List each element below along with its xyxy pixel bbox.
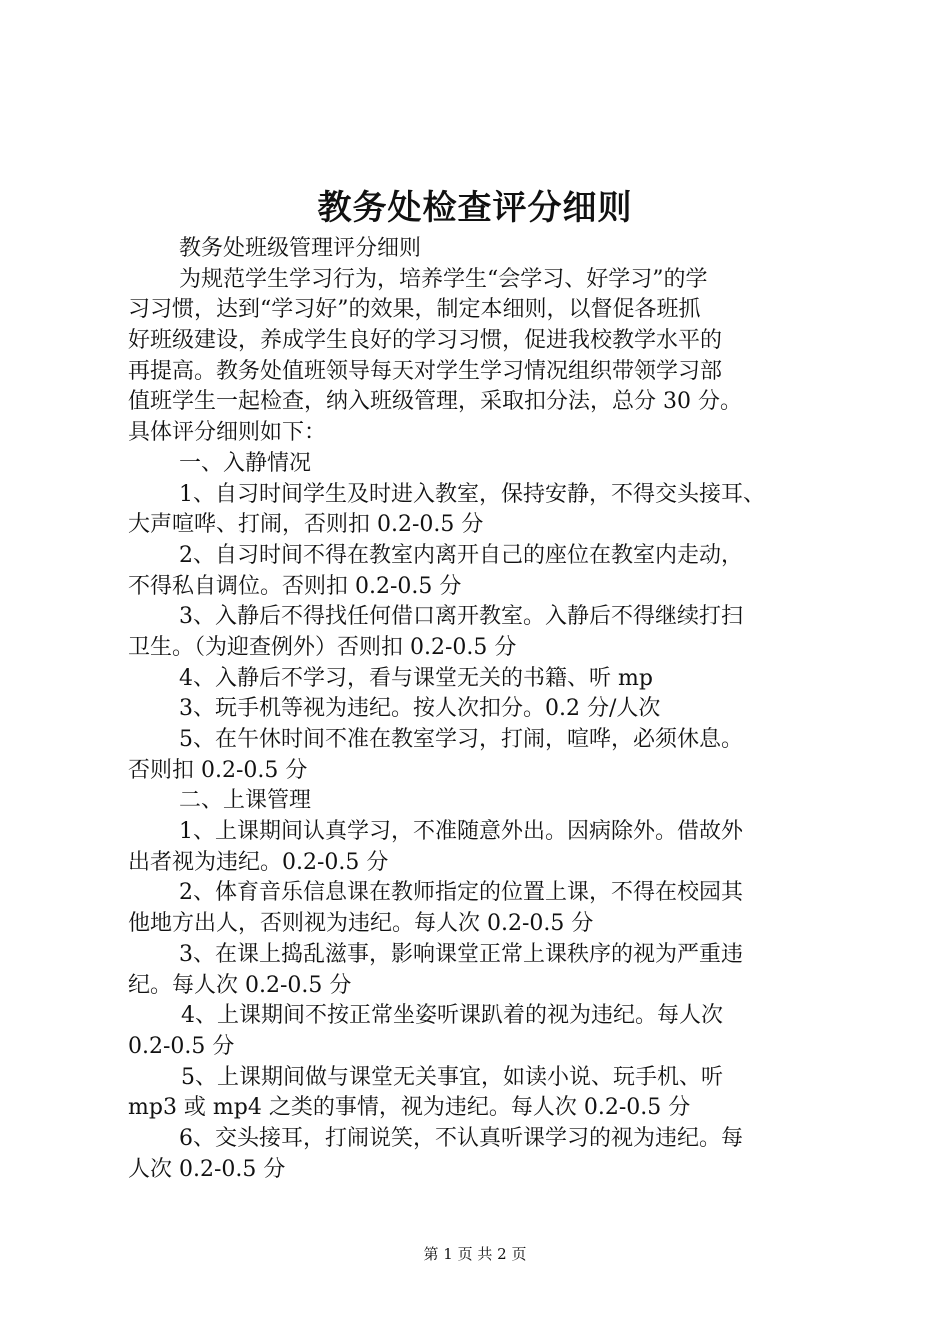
paragraph-line: 值班学生一起检查，纳入班级管理，采取扣分法，总分 30 分。 (128, 389, 742, 415)
paragraph-line: 教务处班级管理评分细则 (179, 236, 422, 261)
paragraph-line: 否则扣 0.2-0.5 分 (128, 757, 308, 783)
paragraph-line: mp3 或 mp4 之类的事情，视为违纪。每人次 0.2-0.5 分 (128, 1095, 691, 1121)
paragraph-line: 习习惯，达到“学习好”的效果，制定本细则，以督促各班抓 (128, 297, 701, 323)
paragraph-line: 具体评分细则如下： (128, 420, 327, 446)
document-body (128, 234, 848, 1185)
paragraph-line: 大声喧哗、打闹，否则扣 0.2-0.5 分 (128, 512, 484, 538)
paragraph-line: 6、交头接耳，打闹说笑，不认真听课学习的视为违纪。每 (179, 1125, 743, 1151)
paragraph-line: 2、自习时间不得在教室内离开自己的座位在教室内走动， (179, 542, 743, 568)
paragraph-line: 他地方出人，否则视为违纪。每人次 0.2-0.5 分 (128, 911, 594, 937)
paragraph-line: 再提高。教务处值班领导每天对学生学习情况组织带领学习部 (128, 358, 723, 384)
paragraph-line: 1、自习时间学生及时进入教室，保持安静，不得交头接耳、 (179, 481, 765, 507)
paragraph-line: 出者视为违纪。0.2-0.5 分 (128, 849, 389, 875)
paragraph-line: 纪。每人次 0.2-0.5 分 (128, 972, 352, 998)
paragraph-line: 卫生。（为迎查例外）否则扣 0.2-0.5 分 (128, 634, 517, 660)
paragraph-line: 3、在课上捣乱滋事，影响课堂正常上课秩序的视为严重违 (179, 941, 743, 967)
paragraph-line: 2、体育音乐信息课在教师指定的位置上课，不得在校园其 (179, 880, 743, 906)
section-heading: 二、上课管理 (179, 788, 312, 814)
paragraph-line: 5、在午休时间不准在教室学习，打闹，喧哗，必须休息。 (179, 727, 743, 752)
paragraph-line: 好班级建设，养成学生良好的学习习惯，促进我校教学水平的 (128, 328, 723, 354)
section-heading: 一、入静情况 (179, 450, 312, 476)
paragraph-line: 0.2-0.5 分 (128, 1033, 235, 1059)
paragraph-line: 3、入静后不得找任何借口离开教室。入静后不得继续打扫 (179, 604, 743, 630)
paragraph-line: 1、上课期间认真学习，不准随意外出。因病除外。借故外 (179, 819, 743, 845)
paragraph-line: 4、入静后不学习，看与课堂无关的书籍、听 mp (179, 665, 653, 691)
page-footer: 第 1 页 共 2 页 (423, 1245, 527, 1263)
paragraph-line: 4、上课期间不按正常坐姿听课趴着的视为违纪。每人次 (181, 1003, 723, 1029)
paragraph-line: 3、玩手机等视为违纪。按人次扣分。0.2 分/人次 (179, 696, 661, 722)
paragraph-line: 不得私自调位。否则扣 0.2-0.5 分 (128, 573, 462, 599)
paragraph-line: 5、上课期间做与课堂无关事宜，如读小说、玩手机、听 (181, 1064, 723, 1090)
document-title: 教务处检查评分细则 (317, 188, 633, 228)
paragraph-line: 为规范学生学习行为，培养学生“会学习、好学习”的学 (179, 266, 708, 292)
paragraph-line: 人次 0.2-0.5 分 (128, 1156, 286, 1182)
